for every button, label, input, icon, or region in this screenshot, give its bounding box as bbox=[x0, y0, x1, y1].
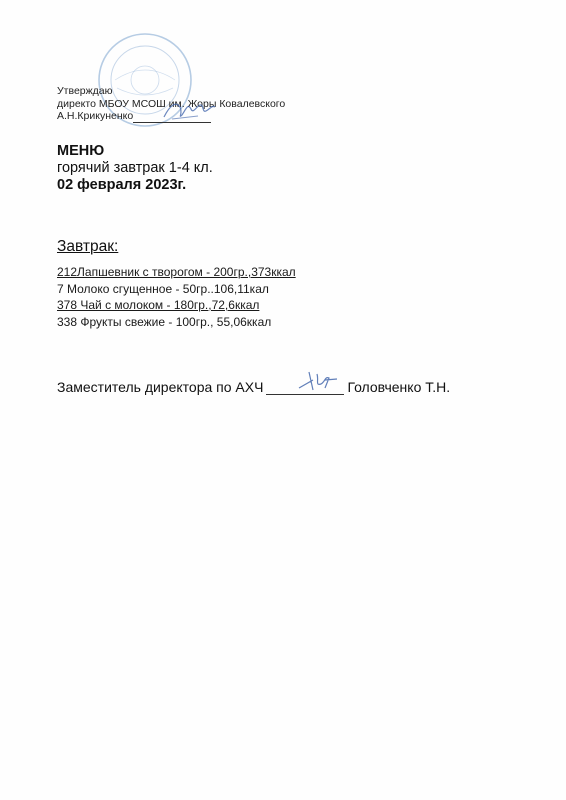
deputy-signature-block bbox=[57, 379, 450, 395]
approval-signer-name: А.Н.Крикуненко bbox=[57, 110, 134, 122]
menu-item: 338 Фрукты свежие - 100гр., 55,06ккал bbox=[57, 314, 272, 329]
menu-title: МЕНЮ bbox=[57, 143, 105, 159]
menu-item: 7 Молоко сгущенное - 50гр..106,11кал bbox=[57, 281, 269, 296]
approval-position: директо МБОУ МСОШ им. Жоры Ковалевского bbox=[57, 97, 286, 110]
director-signature bbox=[158, 95, 218, 125]
menu-subtitle: горячий завтрак 1-4 кл. bbox=[57, 160, 213, 176]
deputy-signature bbox=[295, 366, 345, 394]
approval-label: Утверждаю bbox=[57, 85, 113, 97]
menu-item: 378 Чай с молоком - 180гр.,72,6ккал bbox=[57, 298, 260, 312]
menu-items-list bbox=[57, 264, 296, 330]
deputy-name: Головченко Т.Н. bbox=[347, 379, 451, 395]
menu-date: 02 февраля 2023г. bbox=[57, 177, 187, 193]
meal-title: Завтрак: bbox=[57, 238, 119, 255]
deputy-position: Заместитель директора по АХЧ bbox=[57, 379, 264, 395]
menu-item: 212Лапшевник с творогом - 200гр.,373ккал bbox=[57, 265, 296, 279]
menu-header bbox=[57, 143, 213, 194]
